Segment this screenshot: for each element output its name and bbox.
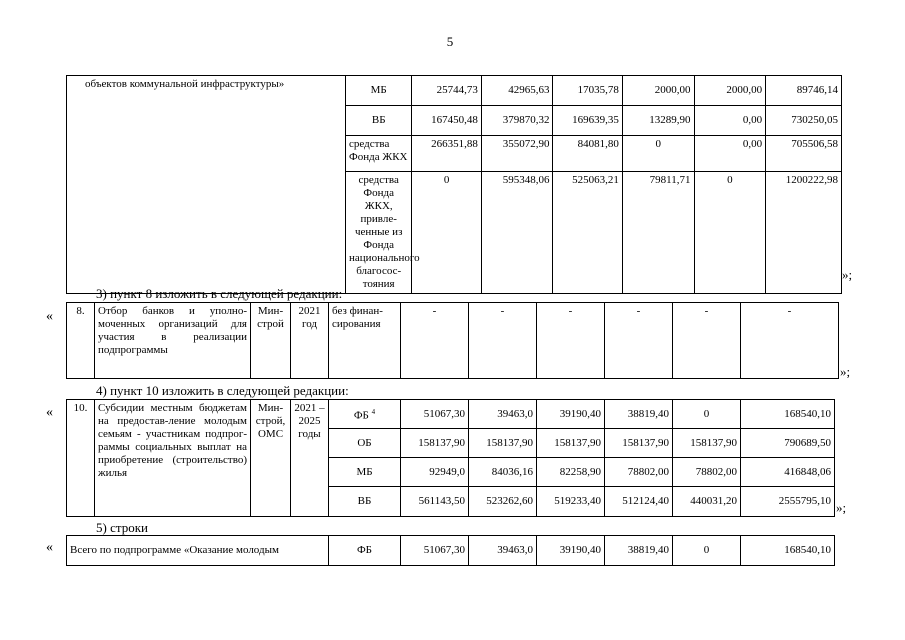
value-cell: 92949,0 (401, 458, 469, 487)
value-cell: 379870,32 (481, 106, 553, 136)
opening-quote: « (46, 309, 53, 324)
section-heading-4: 4) пункт 10 изложить в следующей редакции: (96, 383, 349, 398)
source-cell: средства Фонда ЖКХ, привле-ченные из Фонда национального благосос-тояния (346, 172, 412, 294)
value-cell: 13289,90 (622, 106, 694, 136)
value-cell: 2000,00 (622, 76, 694, 106)
executor-cell: Мин-строй, ОМС (251, 400, 291, 517)
closing-quote: »; (840, 364, 851, 379)
value-cell: 168540,10 (741, 400, 835, 429)
value-cell: 0 (622, 136, 694, 172)
value-cell: 158137,90 (537, 429, 605, 458)
value-cell: - (741, 303, 839, 379)
source-cell: ОБ (329, 429, 401, 458)
value-cell: 416848,06 (741, 458, 835, 487)
value-cell: 158137,90 (469, 429, 537, 458)
value-cell: 790689,50 (741, 429, 835, 458)
table-utilities (66, 75, 842, 294)
value-cell: 169639,35 (553, 106, 622, 136)
opening-quote: « (46, 405, 53, 420)
value-cell: - (605, 303, 673, 379)
value-cell: 0,00 (694, 106, 766, 136)
page-number: 5 (446, 34, 454, 49)
value-cell: 168540,10 (741, 536, 835, 566)
section-heading-3: 3) пункт 8 изложить в следующей редакции: (96, 286, 343, 301)
value-cell: 79811,71 (622, 172, 694, 294)
item-number: 10. (67, 400, 95, 517)
value-cell: 525063,21 (553, 172, 622, 294)
table-item-8 (66, 302, 839, 379)
table-item-10 (66, 399, 835, 517)
value-cell: 51067,30 (401, 536, 469, 566)
value-cell: 0 (673, 536, 741, 566)
value-cell: 78802,00 (605, 458, 673, 487)
description-cell: Всего по подпрограмме «Оказание молодым (67, 536, 329, 566)
value-cell: 519233,40 (537, 487, 605, 517)
value-cell: 84081,80 (553, 136, 622, 172)
source-cell: ВБ (329, 487, 401, 517)
value-cell: 2555795,10 (741, 487, 835, 517)
source-cell (329, 400, 401, 429)
value-cell: 523262,60 (469, 487, 537, 517)
value-cell: - (537, 303, 605, 379)
table-total (66, 535, 835, 566)
value-cell: 82258,90 (537, 458, 605, 487)
source-cell: без финан-сирования (329, 303, 401, 379)
description-cell: Субсидии местным бюджетам на предостав-ление молодым семьям - участникам подпрог-раммы социальных выплат на приобретение (строительство) жилья (95, 400, 251, 517)
closing-quote: »; (842, 267, 853, 282)
value-cell: 84036,16 (469, 458, 537, 487)
value-cell: 17035,78 (553, 76, 622, 106)
source-cell: МБ (346, 76, 412, 106)
value-cell: 512124,40 (605, 487, 673, 517)
value-cell: 355072,90 (481, 136, 553, 172)
value-cell: 0,00 (694, 136, 766, 172)
value-cell: 89746,14 (766, 76, 842, 106)
source-cell: средства Фонда ЖКХ (346, 136, 412, 172)
item-number: 8. (67, 303, 95, 379)
value-cell: 25744,73 (412, 76, 481, 106)
value-cell: 78802,00 (673, 458, 741, 487)
value-cell: 561143,50 (401, 487, 469, 517)
year-cell: 2021 год (291, 303, 329, 379)
opening-quote: « (46, 540, 53, 555)
executor-cell: Мин-строй (251, 303, 291, 379)
value-cell: 167450,48 (412, 106, 481, 136)
value-cell: 42965,63 (481, 76, 553, 106)
value-cell: 440031,20 (673, 487, 741, 517)
footnote-mark: 4 (371, 407, 376, 416)
value-cell: 158137,90 (401, 429, 469, 458)
value-cell: 158137,90 (605, 429, 673, 458)
value-cell: 1200222,98 (766, 172, 842, 294)
closing-quote: »; (836, 500, 847, 515)
value-cell: 0 (412, 172, 481, 294)
value-cell: 158137,90 (673, 429, 741, 458)
value-cell: - (469, 303, 537, 379)
description-cell: Отбор банков и уполно-моченных организаций для участия в реализации подпрограммы (95, 303, 251, 379)
source-cell: ВБ (346, 106, 412, 136)
source-label: ФБ (353, 409, 369, 422)
value-cell: - (401, 303, 469, 379)
value-cell: 39190,40 (537, 400, 605, 429)
value-cell: 38819,40 (605, 536, 673, 566)
section-heading-5: 5) строки (96, 520, 148, 535)
value-cell: 705506,58 (766, 136, 842, 172)
year-cell: 2021 – 2025 годы (291, 400, 329, 517)
value-cell: 0 (673, 400, 741, 429)
source-cell: МБ (329, 458, 401, 487)
value-cell: 2000,00 (694, 76, 766, 106)
value-cell: 38819,40 (605, 400, 673, 429)
value-cell: 39190,40 (537, 536, 605, 566)
value-cell: 39463,0 (469, 536, 537, 566)
source-cell: ФБ (329, 536, 401, 566)
value-cell: 730250,05 (766, 106, 842, 136)
description-cell: объектов коммунальной инфраструктуры» (67, 76, 346, 294)
value-cell: 595348,06 (481, 172, 553, 294)
value-cell: 0 (694, 172, 766, 294)
value-cell: 266351,88 (412, 136, 481, 172)
value-cell: 51067,30 (401, 400, 469, 429)
value-cell: 39463,0 (469, 400, 537, 429)
value-cell: - (673, 303, 741, 379)
